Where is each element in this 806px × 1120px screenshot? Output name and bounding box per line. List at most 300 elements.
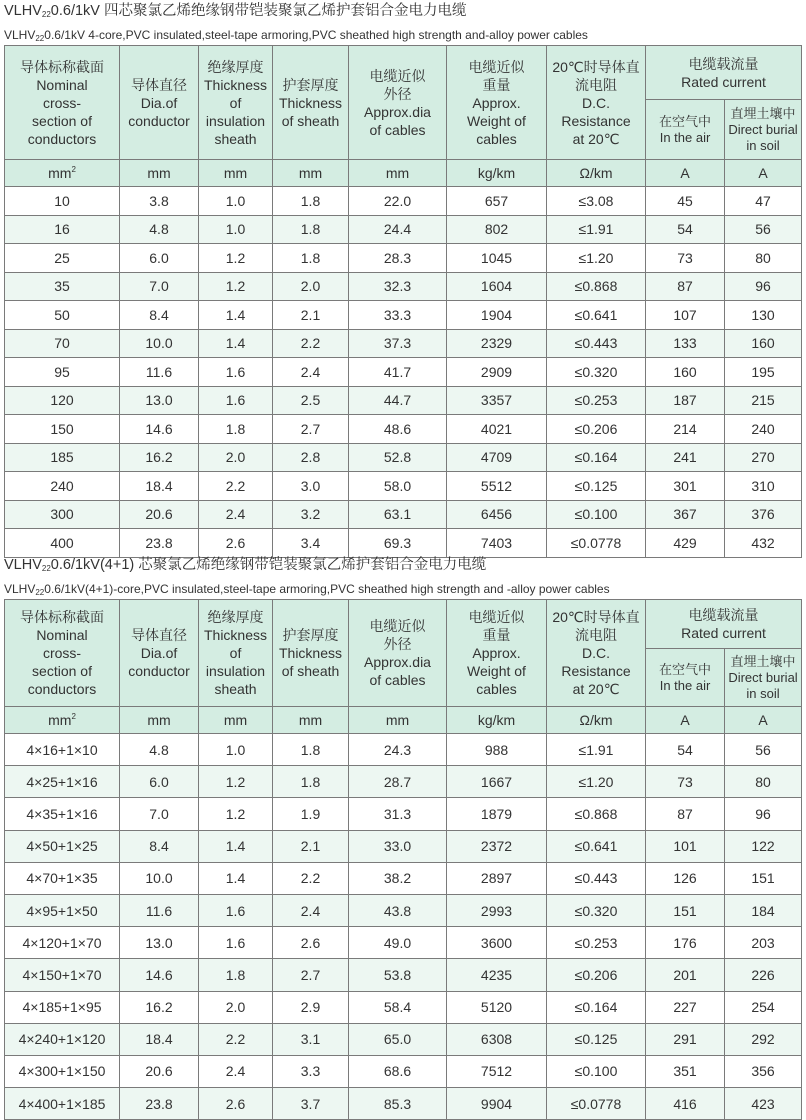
header-approx-dia [349,46,447,160]
unit-approx-dia: mm [349,160,447,187]
cell-soil: 47 [725,187,802,216]
cell-approx-dia: 28.3 [349,244,447,273]
cell-weight: 802 [447,215,547,244]
cell-air: 54 [646,734,725,766]
table2-body [5,707,802,1120]
cell-soil: 423 [725,1088,802,1120]
cell-insulation: 2.0 [199,991,273,1023]
cell-sheath: 2.0 [273,272,349,301]
cell-air: 101 [646,830,725,862]
cell-dia: 4.8 [120,215,199,244]
cell-air: 187 [646,386,725,415]
cell-resistance: ≤0.443 [547,862,646,894]
cell-approx-dia: 33.0 [349,830,447,862]
cell-insulation: 2.6 [199,1088,273,1120]
table-row [5,1088,802,1120]
cell-approx-dia: 37.3 [349,329,447,358]
cell-approx-dia: 63.1 [349,500,447,529]
unit-soil: A [725,160,802,187]
cell-resistance: ≤0.100 [547,1055,646,1087]
header-line: 在空气中 [658,661,711,677]
cell-approx-dia: 32.3 [349,272,447,301]
header-insulation [199,600,273,707]
header-line: Rated current [681,73,766,90]
header-line: 在空气中 [658,113,711,129]
header-line: 重量 [482,76,511,93]
cell-weight: 1045 [447,244,547,273]
table2-header [5,600,802,707]
cell-sheath: 2.7 [273,959,349,991]
header-sheath [273,46,349,160]
cell-resistance: ≤3.08 [547,187,646,216]
cell-approx-dia: 44.7 [349,386,447,415]
cell-resistance: ≤0.641 [547,301,646,330]
cell-dia: 14.6 [120,959,199,991]
header-line: Dia.of [140,645,178,661]
header-line: 护套厚度 [282,76,339,93]
units-row [5,707,802,734]
cell-resistance: ≤1.91 [547,734,646,766]
header-line: 导体直径 [131,627,187,643]
cell-insulation: 2.4 [199,500,273,529]
header-resistance [547,46,646,160]
cell-weight: 1667 [447,766,547,798]
header-line: conductor [128,663,190,679]
cell-sheath: 1.8 [273,766,349,798]
cell-nominal: 4×50+1×25 [5,830,120,862]
cell-approx-dia: 58.0 [349,472,447,501]
cell-nominal: 4×16+1×10 [5,734,120,766]
cell-sheath: 1.8 [273,187,349,216]
cell-soil: 203 [725,927,802,959]
cell-air: 87 [646,798,725,830]
cell-insulation: 1.2 [199,798,273,830]
cell-weight: 3600 [447,927,547,959]
header-sheath [273,600,349,707]
cell-sheath: 1.9 [273,798,349,830]
cell-dia: 13.0 [120,386,199,415]
cell-dia: 6.0 [120,766,199,798]
header-line: 流电阻 [575,627,617,643]
cell-dia: 10.0 [120,329,199,358]
cell-resistance: ≤0.868 [547,272,646,301]
cell-insulation: 2.2 [199,1023,273,1055]
cell-resistance: ≤0.125 [547,472,646,501]
cell-approx-dia: 58.4 [349,991,447,1023]
unit-insulation: mm [199,160,273,187]
cell-dia: 20.6 [120,1055,199,1087]
header-line: 直埋土壤中 [730,653,796,669]
cell-nominal: 4×185+1×95 [5,991,120,1023]
table2-title-zh: $VLHV_{22}0.6/1kV(4+1)$ 芯聚氯乙烯绝缘钢带铠装聚氯乙烯护套铝合金电力电缆 [4,557,487,573]
header-nominal [5,600,120,707]
cell-soil: 292 [725,1023,802,1055]
header-line: 外径 [383,636,412,652]
cell-insulation: 2.6 [199,529,273,558]
table-row [5,358,802,387]
header-line: section of [32,663,92,679]
table-row [5,991,802,1023]
header-line: 电缆载流量 [688,607,759,623]
cell-nominal: 4×120+1×70 [5,927,120,959]
cell-nominal: 300 [5,500,120,529]
cell-sheath: 2.8 [273,443,349,472]
cell-soil: 254 [725,991,802,1023]
header-in-air [646,649,725,707]
cell-insulation: 1.2 [199,244,273,273]
header-line: 20℃时导体直 [552,609,640,625]
cell-weight: 6308 [447,1023,547,1055]
cell-insulation: 1.4 [199,301,273,330]
header-line: cables [476,681,517,697]
cell-air: 73 [646,766,725,798]
header-line: sheath [214,130,257,147]
cell-sheath: 3.0 [273,472,349,501]
cell-soil: 215 [725,386,802,415]
header-line: Thickness [203,627,268,643]
header-line: at 20℃ [572,681,620,697]
header-line: cables [476,130,517,147]
cell-nominal: 240 [5,472,120,501]
header-line: of cables [369,672,426,688]
table-row [5,244,802,273]
header-line: Approx. [472,94,521,111]
cell-nominal: 4×70+1×35 [5,862,120,894]
header-line: Weight of [467,663,526,679]
cell-air: 429 [646,529,725,558]
cell-air: 45 [646,187,725,216]
table-row [5,443,802,472]
cell-soil: 80 [725,244,802,273]
cell-air: 126 [646,862,725,894]
cell-weight: 1904 [447,301,547,330]
header-in-soil [725,649,802,707]
cell-air: 201 [646,959,725,991]
header-line: Resistance [561,663,631,679]
cell-resistance: ≤0.100 [547,500,646,529]
header-line: 电缆近似 [369,67,426,84]
table2-title-en: $VLHV_{22}0.6/1kV(4+1)-core,PVC$ insulated,steel-tape armoring,PVC sheathed high strength and -alloy power cables [4,582,610,597]
table-row [5,472,802,501]
header-line: sheath [214,681,257,697]
cell-approx-dia: 48.6 [349,415,447,444]
header-line: cross- [42,645,82,661]
cell-dia: 20.6 [120,500,199,529]
cell-sheath: 3.7 [273,1088,349,1120]
cell-weight: 2993 [447,894,547,926]
header-line: Thickness [203,76,268,93]
cell-approx-dia: 68.6 [349,1055,447,1087]
header-line: In the air [659,129,711,145]
header-line: Direct burial [728,121,798,137]
header-line: of sheath [281,663,340,679]
header-line: at 20℃ [572,130,620,147]
cell-weight: 2897 [447,862,547,894]
cell-resistance: ≤0.320 [547,358,646,387]
cell-sheath: 2.1 [273,301,349,330]
header-line: D.C. [582,94,610,111]
unit-dia: mm [120,707,199,734]
cell-weight: 657 [447,187,547,216]
cell-resistance: ≤1.20 [547,244,646,273]
header-line: in soil [746,137,780,153]
header-line: In the air [659,677,711,693]
unit-air: A [646,160,725,187]
header-line: cross- [42,94,82,111]
header-line: Dia.of [140,94,178,111]
cell-soil: 96 [725,798,802,830]
cell-dia: 4.8 [120,734,199,766]
cell-nominal: 4×35+1×16 [5,798,120,830]
cell-sheath: 1.8 [273,244,349,273]
cell-weight: 2909 [447,358,547,387]
header-line: 导体标称截面 [20,609,104,625]
cell-nominal: 400 [5,529,120,558]
cell-dia: 18.4 [120,472,199,501]
cell-soil: 151 [725,862,802,894]
header-line: Rated current [681,625,766,641]
table-row [5,798,802,830]
cell-air: 367 [646,500,725,529]
cell-insulation: 1.6 [199,358,273,387]
cell-weight: 5512 [447,472,547,501]
cell-soil: 96 [725,272,802,301]
table-row [5,386,802,415]
cell-dia: 23.8 [120,1088,199,1120]
header-line: D.C. [582,645,610,661]
cell-weight: 2329 [447,329,547,358]
cell-approx-dia: 24.3 [349,734,447,766]
cell-sheath: 2.9 [273,991,349,1023]
cell-sheath: 2.2 [273,329,349,358]
cell-approx-dia: 52.8 [349,443,447,472]
header-rated-current [646,46,802,100]
cell-insulation: 1.0 [199,734,273,766]
table-row [5,415,802,444]
cell-soil: 184 [725,894,802,926]
cell-dia: 7.0 [120,798,199,830]
cell-nominal: 50 [5,301,120,330]
table-row [5,1023,802,1055]
cell-weight: 4235 [447,959,547,991]
cell-air: 301 [646,472,725,501]
cell-sheath: 3.2 [273,500,349,529]
cell-dia: 23.8 [120,529,199,558]
cell-dia: 8.4 [120,301,199,330]
unit-sheath: mm [273,707,349,734]
cell-insulation: 2.4 [199,1055,273,1087]
cell-nominal: 16 [5,215,120,244]
cell-resistance: ≤0.164 [547,991,646,1023]
section-4core [0,2,806,47]
cell-dia: 10.0 [120,862,199,894]
cell-soil: 195 [725,358,802,387]
header-in-soil [725,100,802,160]
unit-nominal: $mm^2$ [5,160,120,187]
cell-dia: 6.0 [120,244,199,273]
cell-sheath: 2.5 [273,386,349,415]
cell-air: 176 [646,927,725,959]
cell-weight: 1604 [447,272,547,301]
cell-air: 241 [646,443,725,472]
cell-dia: 13.0 [120,927,199,959]
cell-approx-dia: 24.4 [349,215,447,244]
cell-resistance: ≤0.164 [547,443,646,472]
cell-insulation: 1.2 [199,766,273,798]
cell-insulation: 1.0 [199,215,273,244]
cell-approx-dia: 65.0 [349,1023,447,1055]
cell-nominal: 185 [5,443,120,472]
table-row [5,301,802,330]
cell-soil: 432 [725,529,802,558]
cell-insulation: 1.8 [199,959,273,991]
cell-approx-dia: 33.3 [349,301,447,330]
header-dia [120,600,199,707]
header-line: 直埋土壤中 [730,105,796,121]
header-line: Approx.dia [364,103,431,120]
cell-air: 351 [646,1055,725,1087]
cell-nominal: 4×25+1×16 [5,766,120,798]
cell-air: 227 [646,991,725,1023]
cell-air: 291 [646,1023,725,1055]
cell-weight: 7403 [447,529,547,558]
cell-dia: 18.4 [120,1023,199,1055]
cell-insulation: 1.4 [199,862,273,894]
cell-insulation: 1.8 [199,415,273,444]
table-row [5,187,802,216]
cell-nominal: 4×150+1×70 [5,959,120,991]
cell-approx-dia: 38.2 [349,862,447,894]
header-line: section of [32,112,92,129]
header-dia [120,46,199,160]
cell-soil: 130 [725,301,802,330]
cell-resistance: ≤0.253 [547,927,646,959]
table-row [5,272,802,301]
cell-nominal: 150 [5,415,120,444]
header-insulation [199,46,273,160]
cell-dia: 14.6 [120,415,199,444]
header-nominal [5,46,120,160]
table-row [5,862,802,894]
cell-soil: 356 [725,1055,802,1087]
header-line: Resistance [561,112,631,129]
header-rated-current [646,600,802,649]
cell-nominal: 10 [5,187,120,216]
cell-sheath: 2.7 [273,415,349,444]
unit-dia: mm [120,160,199,187]
cell-resistance: ≤0.320 [547,894,646,926]
header-line: Nominal [36,76,88,93]
header-line: 绝缘厚度 [207,58,264,75]
cell-soil: 160 [725,329,802,358]
header-line: Thickness [278,94,343,111]
cell-resistance: ≤0.125 [547,1023,646,1055]
table-row [5,734,802,766]
cell-sheath: 3.1 [273,1023,349,1055]
cell-air: 160 [646,358,725,387]
header-line: Approx.dia [364,654,431,670]
unit-resistance: Ω/km [547,707,646,734]
cell-nominal: 4×300+1×150 [5,1055,120,1087]
table1-header [5,46,802,160]
cell-insulation: 1.6 [199,894,273,926]
section-4plus1core [0,556,806,601]
cell-sheath: 3.3 [273,1055,349,1087]
header-line: 电缆近似 [468,58,525,75]
cell-weight: 3357 [447,386,547,415]
unit-air: A [646,707,725,734]
cell-dia: 8.4 [120,830,199,862]
header-in-air [646,100,725,160]
header-line: conductors [27,681,97,697]
cell-insulation: 2.0 [199,443,273,472]
table1-title-zh: $VLHV_{22}0.6/1kV$ 四芯聚氯乙烯绝缘钢带铠装聚氯乙烯护套铝合金电力电缆 [4,3,467,19]
table-row [5,529,802,558]
cell-resistance: ≤0.0778 [547,529,646,558]
unit-soil: A [725,707,802,734]
cell-air: 73 [646,244,725,273]
table-row [5,215,802,244]
header-line: 20℃时导体直 [552,58,640,75]
cell-weight: 2372 [447,830,547,862]
cell-sheath: 2.6 [273,927,349,959]
header-line: Thickness [278,645,343,661]
cell-approx-dia: 43.8 [349,894,447,926]
header-line: 电缆近似 [468,609,525,625]
cell-nominal: 35 [5,272,120,301]
spec-table-4plus1core [4,599,802,1120]
cell-weight: 4021 [447,415,547,444]
unit-weight: kg/km [447,707,547,734]
header-line: 流电阻 [575,76,617,93]
cell-soil: 226 [725,959,802,991]
cell-nominal: 120 [5,386,120,415]
cell-nominal: 25 [5,244,120,273]
header-line: of sheath [281,112,340,129]
cell-approx-dia: 49.0 [349,927,447,959]
cell-weight: 9904 [447,1088,547,1120]
cell-sheath: 1.8 [273,215,349,244]
cell-soil: 80 [725,766,802,798]
cell-resistance: ≤0.253 [547,386,646,415]
cell-soil: 270 [725,443,802,472]
cell-soil: 310 [725,472,802,501]
header-weight [447,46,547,160]
cell-nominal: 70 [5,329,120,358]
cell-dia: 16.2 [120,991,199,1023]
cell-soil: 122 [725,830,802,862]
spec-table-4core [4,45,802,558]
table1-body [5,160,802,558]
header-line: 导体直径 [131,76,187,93]
cell-insulation: 1.6 [199,386,273,415]
header-line: of cables [369,121,426,138]
cell-insulation: 1.2 [199,272,273,301]
cell-insulation: 1.4 [199,329,273,358]
header-line: of insulation [205,94,266,129]
cell-air: 54 [646,215,725,244]
cell-resistance: ≤0.443 [547,329,646,358]
header-line: conductor [128,112,190,129]
unit-approx-dia: mm [349,707,447,734]
cell-air: 133 [646,329,725,358]
cell-soil: 376 [725,500,802,529]
cell-insulation: 2.2 [199,472,273,501]
cell-nominal: 4×95+1×50 [5,894,120,926]
table-row [5,894,802,926]
cell-sheath: 2.4 [273,358,349,387]
cell-soil: 240 [725,415,802,444]
